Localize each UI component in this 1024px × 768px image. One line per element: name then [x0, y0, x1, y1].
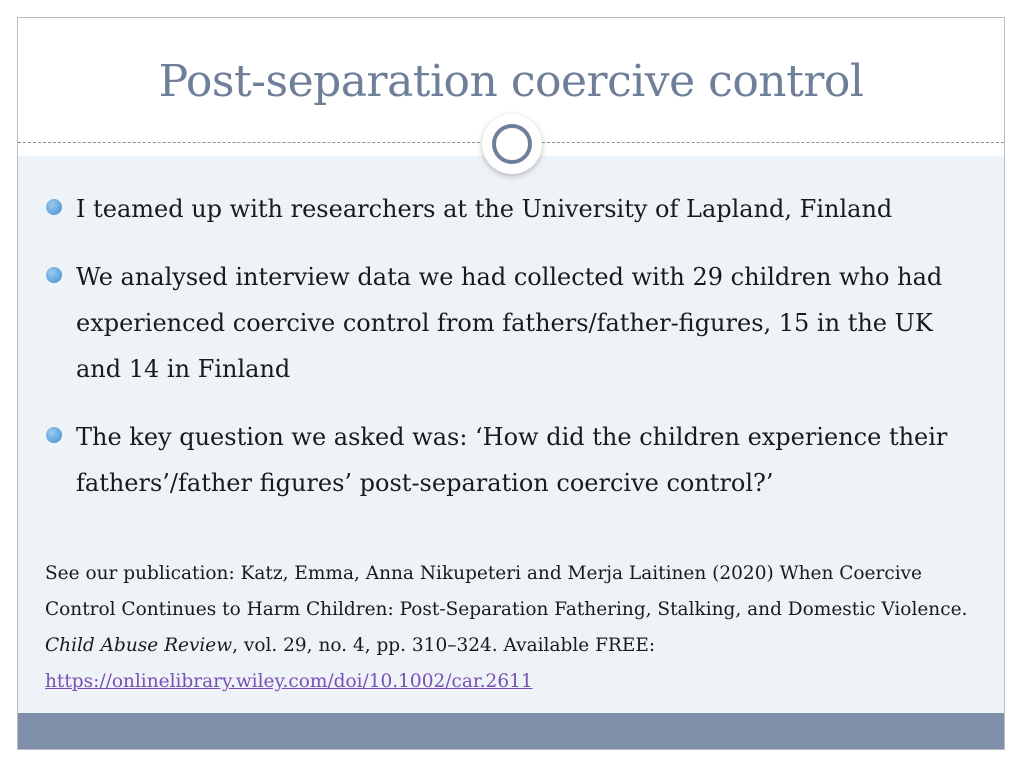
slide [17, 17, 1005, 750]
bullet-list [46, 186, 966, 528]
citation [45, 556, 975, 700]
bullet-text: I teamed up with researchers at the University of Lapland, Finland [76, 195, 893, 223]
bullet-item [46, 414, 966, 506]
ring-ornament-icon [482, 114, 542, 174]
bullet-dot-icon [46, 267, 62, 283]
bullet-text: The key question we asked was: ‘How did the children experience their fathers’/father figures’ post-separation coercive control?’ [76, 423, 948, 497]
publication-link[interactable]: https://onlinelibrary.wiley.com/doi/10.1002/car.2611 [45, 671, 533, 692]
bullet-text: We analysed interview data we had collected with 29 children who had experienced coercive control from fathers/father-figures, 15 in the UK and 14 in Finland [76, 263, 943, 383]
bullet-dot-icon [46, 427, 62, 443]
bullet-item [46, 254, 966, 392]
slide-title: Post-separation coercive control [158, 56, 864, 107]
bullet-dot-icon [46, 199, 62, 215]
journal-title: Child Abuse Review [45, 635, 233, 656]
citation-prefix: See our publication: Katz, Emma, Anna Nikupeteri and Merja Laitinen (2020) When Coercive Control Continues to Harm Children: Post-Separation Fathering, Stalking, and Domestic Violence. [45, 563, 968, 620]
citation-suffix: , vol. 29, no. 4, pp. 310–324. Available FREE: [232, 635, 656, 656]
footer-bar [18, 713, 1004, 749]
bullet-item [46, 186, 966, 232]
